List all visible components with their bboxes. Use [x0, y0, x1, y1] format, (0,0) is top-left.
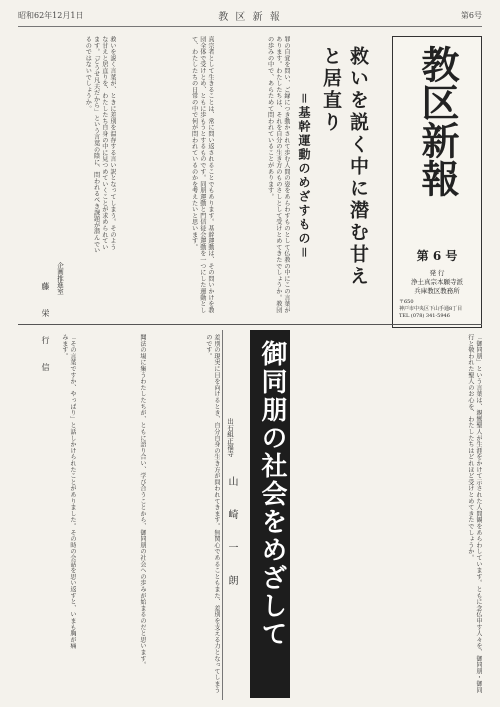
- article1-column: 救いを説く言葉が、ときに差別を温存する言い訳となってしまう。そのような甘えと居直りを、わたしたち自身の中に見つめていくことが求められています。「どうせ凡夫だから」という言葉の陰に、問われるべき課題が潜んでいるのではないでしょうか。: [84, 36, 116, 254]
- article1-column: 罪の自覚を問い、ご縁につき動かされて歩む人間の姿をあらわすものとして仏教の中にこの言葉があります。わたしたちは、それを自分の生き方のものさしとして受けとめてきたでしょうか。教団の歩みの中で、あらためて問われていることがあります。: [266, 36, 290, 314]
- header-date: 昭和62年12月1日: [18, 11, 84, 20]
- article1-column: 真宗者として生きることは、常に問い返されることでもあります。基幹運動は、その問いかけを教団全体で受けとめ、ともに歩もうとするものです。同朋運動と門信徒会運動を一つにした運動として、わたしたちの日常の中で何が問われているのかを考えたいと思います。: [190, 36, 214, 314]
- masthead: [392, 36, 482, 328]
- column-rule: [222, 330, 223, 700]
- page-header: [18, 8, 482, 24]
- header-page-number: 第6号: [460, 11, 482, 20]
- postal-code: 〒650: [399, 299, 414, 305]
- masthead-title: 教区新報: [415, 45, 460, 197]
- article2-column: 差別の現実に目を向けるとき、自分自身の生き方が問われてきます。無関心であることもまた、差別を支える力となってしまうのです。: [204, 334, 220, 694]
- article2-banner-title: 御同朋の社会をめざして: [257, 340, 287, 648]
- publisher-block: [399, 269, 475, 296]
- article2-column: 「御同朋」という言葉は、親鸞聖人が生涯をかけて示された人間観をあらわしています。ともに念仏申す人々を、御同朋・御同行と敬われた聖人のお心を、わたしたちはどれほど受けとめてきたでしょうか。: [466, 334, 482, 694]
- publisher-address: [399, 299, 475, 320]
- header-paper-name: 教 区 新 報: [218, 12, 282, 23]
- phone-number: TEL (078) 341-5946: [399, 313, 450, 319]
- article2-column: 聞法の場に集うわたしたちが、ともに語り合い、学び合うことから、御同朋の社会への歩みが始まるのだと思います。: [139, 334, 146, 668]
- section-divider: [18, 324, 482, 325]
- street-address: 神戸市中央区下山手通8丁目: [399, 306, 463, 312]
- publisher-office: 兵庫教区教務所: [414, 287, 460, 295]
- publisher-label: 発 行: [429, 269, 445, 277]
- article1-signature-name: 藤 栄 行 信: [41, 282, 50, 376]
- article1-headline: 救いを説く中に潜む甘えと居直り: [320, 46, 369, 288]
- issue-number: 第 6 号: [416, 249, 458, 263]
- article1-signature-role: 企画推進室: [56, 262, 64, 295]
- article1-subhead: ＝基幹運動のめざすもの＝: [297, 92, 311, 260]
- article2-byline-name: 山 崎 一 朗: [226, 476, 237, 591]
- publisher-name: 浄土真宗本願寺派: [411, 278, 463, 286]
- header-rule: [18, 26, 482, 27]
- article2-banner: [250, 330, 290, 698]
- article2-column: 「その言葉ですか、やっぱり」と話しかけられたことがありました。その時の会話を思い返すと、いまも胸が痛みます。: [60, 334, 76, 649]
- article2-byline-role: 出石組正福寺: [226, 418, 234, 457]
